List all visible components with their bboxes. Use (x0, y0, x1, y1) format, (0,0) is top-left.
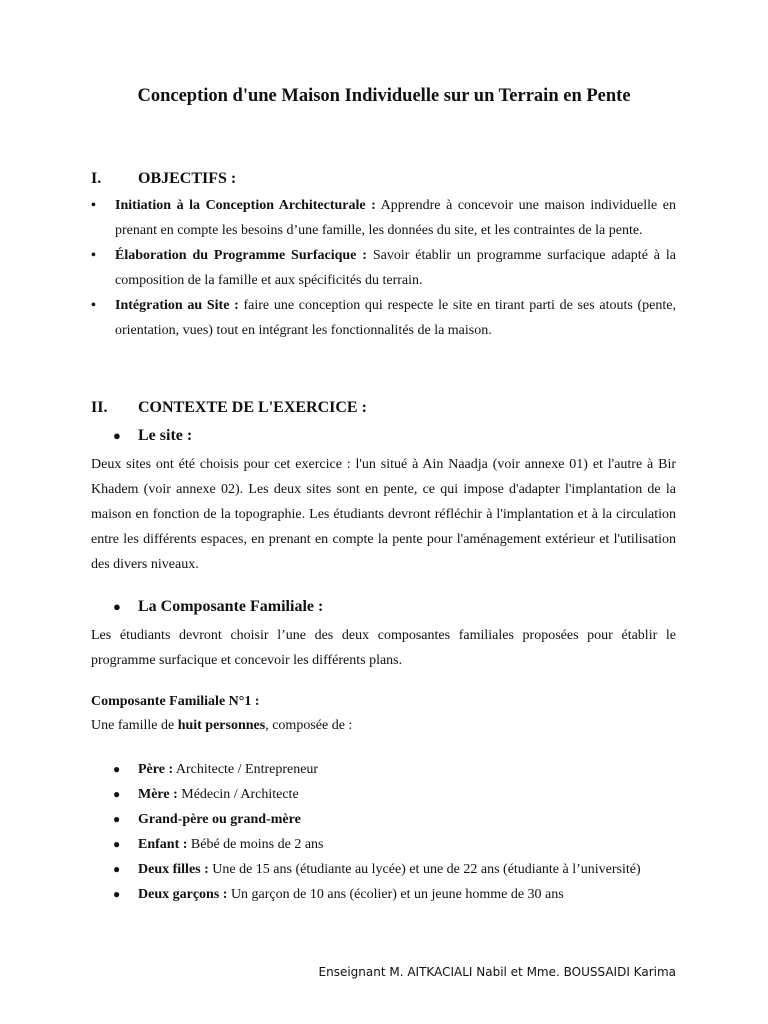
section-title: CONTEXTE DE L'EXERCICE : (138, 399, 367, 416)
intro-text-end: , composée de : (265, 718, 353, 733)
subheading-famille (113, 598, 323, 616)
item-label: Intégration au Site : (115, 298, 239, 313)
subheading-site (113, 427, 192, 445)
bullet-icon: ● (113, 862, 121, 876)
family-members-list (113, 757, 676, 907)
section-number: II. (91, 399, 108, 416)
family-paragraph: Les étudiants devront choisir l’une des deux composantes familiales proposées pour établir le programme surfacique et concevoir les différents plans. (91, 628, 676, 668)
bullet-icon: • (91, 298, 96, 313)
composante-heading: Composante Familiale N°1 : (91, 694, 260, 709)
list-item (113, 757, 676, 782)
member-label: Grand-père ou grand-mère (138, 812, 301, 827)
subheading-text: Le site : (138, 427, 193, 444)
bullet-icon: ● (113, 428, 121, 443)
site-paragraph: Deux sites ont été choisis pour cet exercice : l'un situé à Ain Naadja (voir annexe 01) et l'autre à Bir Khadem (voir annexe 02). Les deux sites sont en pente, ce qui impose d'adapter l'implantation de la maison en fonction de la topographie. Les étudiants devront réfléchir à l'implantation et à la circulation entre les différents espaces, en prenant en compte la pente pour l'aménagement extérieur et l'utilisation des divers niveaux. (91, 457, 676, 572)
document-title: Conception d'une Maison Individuelle sur un Terrain en Pente (137, 86, 631, 106)
section-title: OBJECTIFS : (138, 170, 237, 187)
intro-text: Une famille de (91, 718, 178, 733)
list-item (113, 882, 676, 907)
list-item (91, 293, 676, 343)
bullet-icon: ● (113, 812, 121, 826)
bullet-icon: ● (113, 837, 121, 851)
member-label: Père : (138, 762, 174, 777)
list-item (113, 782, 676, 807)
member-label: Deux garçons : (138, 887, 228, 902)
bullet-icon: ● (113, 762, 121, 776)
objectives-list (91, 193, 676, 343)
list-item (113, 857, 676, 882)
bullet-icon: • (91, 198, 96, 213)
member-text: Architecte / Entrepreneur (173, 762, 319, 777)
section-heading-objectifs (91, 170, 236, 188)
section-number: I. (91, 170, 102, 187)
item-label: Élaboration du Programme Surfacique : (115, 248, 367, 263)
item-text: Apprendre à concevoir une maison individuelle en prenant en compte les besoins d’une famille, les données du site, et les contraintes de la pente. (115, 198, 677, 238)
member-label: Enfant : (138, 837, 188, 852)
item-text: faire une conception qui respecte le site en tirant parti de ses atouts (pente, orientation, vues) tout en intégrant les fonctionnalités de la maison. (115, 298, 676, 338)
bullet-icon: • (91, 248, 96, 263)
footer-teachers: Enseignant M. AITKACIALI Nabil et Mme. BOUSSAIDI Karima (318, 965, 676, 979)
list-item (91, 243, 676, 293)
bullet-icon: ● (113, 887, 121, 901)
member-text: Bébé de moins de 2 ans (187, 837, 324, 852)
item-text: Savoir établir un programme surfacique adapté à la composition de la famille et aux spécificités du terrain. (115, 248, 676, 288)
subheading-text: La Composante Familiale : (138, 598, 324, 615)
member-text: Médecin / Architecte (177, 787, 299, 802)
section-heading-contexte (91, 399, 367, 417)
member-text: Un garçon de 10 ans (écolier) et un jeune homme de 30 ans (227, 887, 564, 902)
list-item (113, 832, 676, 857)
bullet-icon: ● (113, 599, 121, 614)
bullet-icon: ● (113, 787, 121, 801)
member-text: Une de 15 ans (étudiante au lycée) et une de 22 ans (étudiante à l’université) (208, 862, 641, 877)
list-item (91, 193, 676, 243)
item-label: Initiation à la Conception Architecturale : (115, 198, 376, 213)
composante-intro (91, 718, 352, 734)
intro-bold: huit personnes (177, 718, 266, 733)
list-item (113, 807, 676, 832)
member-label: Mère : (138, 787, 178, 802)
member-label: Deux filles : (138, 862, 209, 877)
